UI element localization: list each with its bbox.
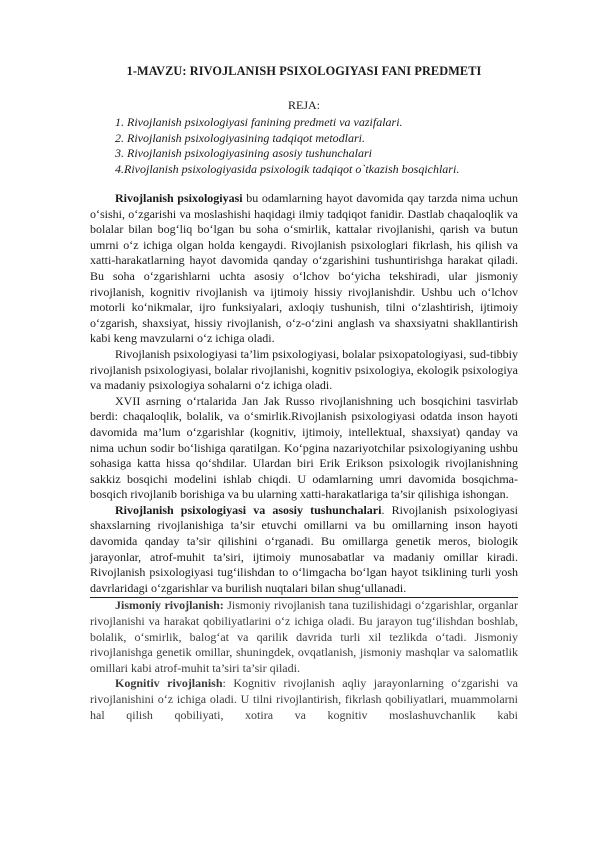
paragraph-text: Rivojlanish psixologiyasi ta’lim psixologiyasi, bolalar psixopatologiyasi, sud-tibbiy rivojlanish psixologiyasi, bolalar rivojlanishi, kognitiv psixologiya, ekologik psixologiya va madaniy psixologiya sohalarni o‘z ichiga oladi. [90, 346, 518, 393]
plan-item: 3. Rivojlanish psixologiyasining asosiy tushunchalari [115, 146, 372, 160]
document-title: 1-MAVZU: RIVOJLANISH PSIXOLOGIYASI FANI PREDMETI [126, 64, 482, 78]
document-page [90, 64, 518, 723]
plan-item: 1. Rivojlanish psixologiyasi fanining predmeti va vazifalari. [115, 115, 403, 129]
plan-heading: REJA: [287, 98, 320, 112]
paragraph-intro [90, 191, 518, 347]
paragraph-text: . Rivojlanish psixologiyasi shaxslarning rivojlanishiga ta’sir etuvchi omillarni va bu omillarning inson hayoti davomida qanday ta’sir qilishini o‘rganadi. Bu omillarga genetik meros, biologik jarayonlar, atrof-muhit ta’siri, ijtimoiy munosabatlar va madaniy omillar kiradi. Rivojlanish psixologiyasi tug‘ilishdan to o‘limgacha bo‘lgan hayot tsiklining turli yosh davrlaridagi o‘zgarishlar va burilish nuqtalari bilan shug‘ullanadi. [90, 502, 519, 595]
plan-list [90, 115, 518, 177]
paragraph-lead: Rivojlanish psixologiyasi va asosiy tushunchalari [115, 502, 382, 517]
paragraph-fields [90, 347, 518, 394]
paragraph-text: : Kognitiv rivojlanish aqliy jarayonlarning o‘zgarishi va rivojlanishini o‘z ichiga oladi. U tilni rivojlantirish, fikrlash qobiliyatlari, muammolarni hal qilish qobiliyati, xotira va kognitiv moslashuvchanlik kabi [90, 676, 518, 722]
paragraph-cognitive [90, 676, 518, 723]
paragraph-physical [90, 598, 518, 676]
paragraph-lead: Jismoniy rivojlanish: [115, 598, 224, 613]
plan-item: 4.Rivojlanish psixologiyasida psixologik tadqiqot o`tkazish bosqichlari. [115, 161, 460, 176]
paragraph-text: bu odamlarning hayot davomida qay tarzda nima uchun o‘sishi, o‘zgarishi va moslashishi haqidagi ilmiy tadqiqot fanidir. Dastlab chaqaloqlik va bolalar bilan bog‘liq bo‘lgan bu soha o‘smirlik, kattalar rivojlanishi, qarish va butun umrni o‘z ichiga olgan holda kengaydi. Rivojlanish psixologlari fikrlash, his qilish va xatti-harakatlarning hayot davomida qanday o‘zgarishini tushuntirishga harakat qiladi. Bu soha o‘zgarishlarni uchta asosiy o‘lchov bo‘yicha tekshiradi, ular jismoniy rivojlanish, kognitiv rivojlanish va ijtimoiy hissiy rivojlanishdir. Ushbu uch o‘lchov motorli ko‘nikmalar, ijro funksiyalari, axloqiy tushunish, tilni o‘zlashtirish, ijtimoiy o‘zgarish, shaxsiyat, hissiy rivojlanish, o‘z-o‘zini anglash va shaxsiyatni shakllantirish kabi keng mavzularni o‘z ichiga oladi. [90, 191, 519, 346]
paragraph-text: XVII asrning o‘rtalarida Jan Jak Russo rivojlanishning uch bosqichini tasvirlab berdi: chaqaloqlik, bolalik, va o‘smirlik.Rivojlanish psixologiyasi odatda inson hayoti davomida ma’lum o‘zgarishlar (kognitiv, ijtimoiy, intellektual, shaxsiyat) qanday va nima uchun sodir bo‘lishiga qaratilgan. Ko‘pgina nazariyotchilar psixologiyaning ushbu sohasiga katta hissa qo‘shdilar. Ulardan biri Erik Erikson psixologik rivojlanishning sakkiz bosqichi modelini ishlab chiqdi. U odamlarning umri davomida bosqichma-bosqich rivojlanib borishiga va bu ularning xatti-harakatlariga ta’sir qilishiga ishongan. [90, 393, 518, 502]
plan-item: 2. Rivojlanish psixologiyasining tadqiqot metodlari. [115, 130, 365, 145]
paragraph-history [90, 394, 518, 503]
paragraph-concepts [90, 503, 518, 599]
paragraph-lead: Kognitiv rivojlanish [115, 676, 223, 691]
paragraph-text: Jismoniy rivojlanish tana tuzilishidagi o‘zgarishlar, organlar rivojlanishi va harakat qobiliyatlarini o‘z ichiga oladi. Bu jarayon tug‘ilishdan boshlab, bolalik, o‘smirlik, balog‘at va qarilik davrida turli xil tezlikda o‘tadi. Jismoniy rivojlanishga genetik omillar, shuningdek, ovqatlanish, jismoniy mashqlar va salomatlik omillari kabi atrof-muhit ta’siri ta’sir qiladi. [90, 598, 518, 675]
paragraph-lead: Rivojlanish psixologiyasi [115, 191, 243, 205]
